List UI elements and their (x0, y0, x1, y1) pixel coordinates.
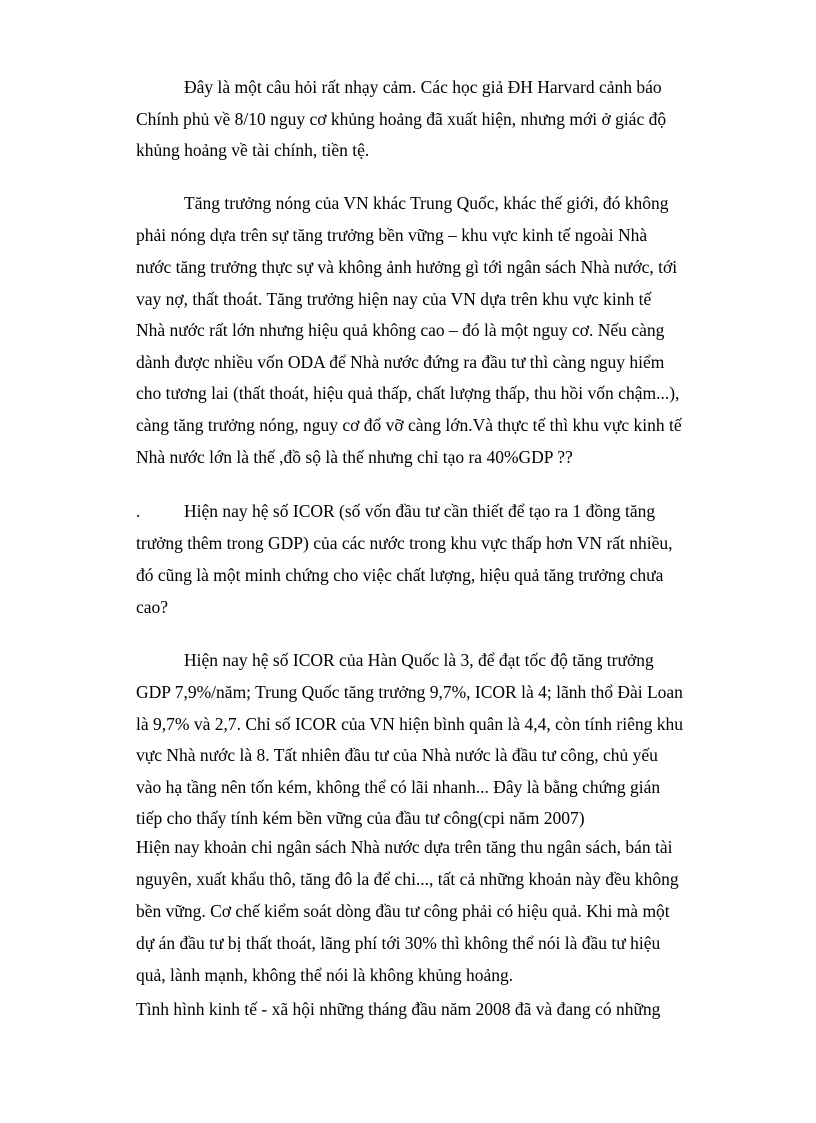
text-line: Nhà nước lớn là thế ,đồ sộ là thế nhưng chỉ tạo ra 40%GDP ?? (136, 447, 573, 467)
text-line: cho tương lai (thất thoát, hiệu quả thấp, chất lượng thấp, thu hồi vốn chậm...), (136, 383, 680, 403)
text-line: nguyên, xuất khẩu thô, tăng đô la để chi..., tất cả những khoản này đều không (136, 869, 679, 889)
text-line: khủng hoảng về tài chính, tiền tệ. (136, 140, 370, 160)
text-line: GDP 7,9%/năm; Trung Quốc tăng trưởng 9,7%, ICOR là 4; lãnh thổ Đài Loan (136, 682, 683, 702)
text-line: trưởng thêm trong GDP) của các nước trong khu vực thấp hơn VN rất nhiều, (136, 533, 673, 553)
text-line: đó cũng là một minh chứng cho việc chất lượng, hiệu quả tăng trưởng chưa (136, 565, 664, 585)
text-line: phải nóng dựa trên sự tăng trưởng bền vững – khu vực kinh tế ngoài Nhà (136, 225, 648, 245)
text-line: Nhà nước rất lớn nhưng hiệu quả không cao – đó là một nguy cơ. Nếu càng (136, 320, 665, 340)
text-line: vực Nhà nước là 8. Tất nhiên đầu tư của Nhà nước là đầu tư công, chủ yếu (136, 745, 658, 765)
text-line: vào hạ tầng nên tốn kém, không thể có lãi nhanh... Đây là bằng chứng gián (136, 777, 661, 797)
text-line: Hiện nay hệ số ICOR của Hàn Quốc là 3, để đạt tốc độ tăng trưởng (184, 650, 654, 670)
text-line: bền vững. Cơ chế kiểm soát dòng đầu tư công phải có hiệu quả. Khi mà một (136, 901, 670, 921)
text-line: Chính phủ về 8/10 nguy cơ khủng hoảng đã xuất hiện, nhưng mới ở giác độ (136, 109, 667, 129)
text-line: dự án đầu tư bị thất thoát, lãng phí tới 30% thì không thể nói là đầu tư hiệu (136, 933, 661, 953)
text-line: là 9,7% và 2,7. Chỉ số ICOR của VN hiện bình quân là 4,4, còn tính riêng khu (136, 714, 683, 734)
text-line: dành được nhiều vốn ODA để Nhà nước đứng ra đầu tư thì càng nguy hiểm (136, 352, 665, 372)
paragraph-marker: . (136, 501, 141, 521)
text-line: quả, lành mạnh, không thể nói là không khủng hoảng. (136, 965, 514, 985)
text-line: nước tăng trưởng thực sự và không ảnh hưởng gì tới ngân sách Nhà nước, tới (136, 257, 678, 277)
text-line: vay nợ, thất thoát. Tăng trưởng hiện nay của VN dựa trên khu vực kinh tế (136, 289, 652, 309)
text-line: Đây là một câu hỏi rất nhạy cảm. Các học giả ĐH Harvard cảnh báo (184, 77, 662, 97)
text-line: Tăng trưởng nóng của VN khác Trung Quốc, khác thế giới, đó không (184, 193, 669, 213)
text-line: cao? (136, 597, 169, 617)
text-line: Hiện nay khoản chi ngân sách Nhà nước dựa trên tăng thu ngân sách, bán tài (136, 837, 673, 857)
text-line: Hiện nay hệ số ICOR (số vốn đầu tư cần thiết để tạo ra 1 đồng tăng (184, 501, 656, 521)
text-line: tiếp cho thấy tính kém bền vững của đầu tư công(cpi năm 2007) (136, 808, 585, 828)
text-line: càng tăng trưởng nóng, nguy cơ đổ vỡ càng lớn.Và thực tế thì khu vực kinh tế (136, 415, 682, 435)
text-line: Tình hình kinh tế - xã hội những tháng đầu năm 2008 đã và đang có những (136, 999, 661, 1019)
